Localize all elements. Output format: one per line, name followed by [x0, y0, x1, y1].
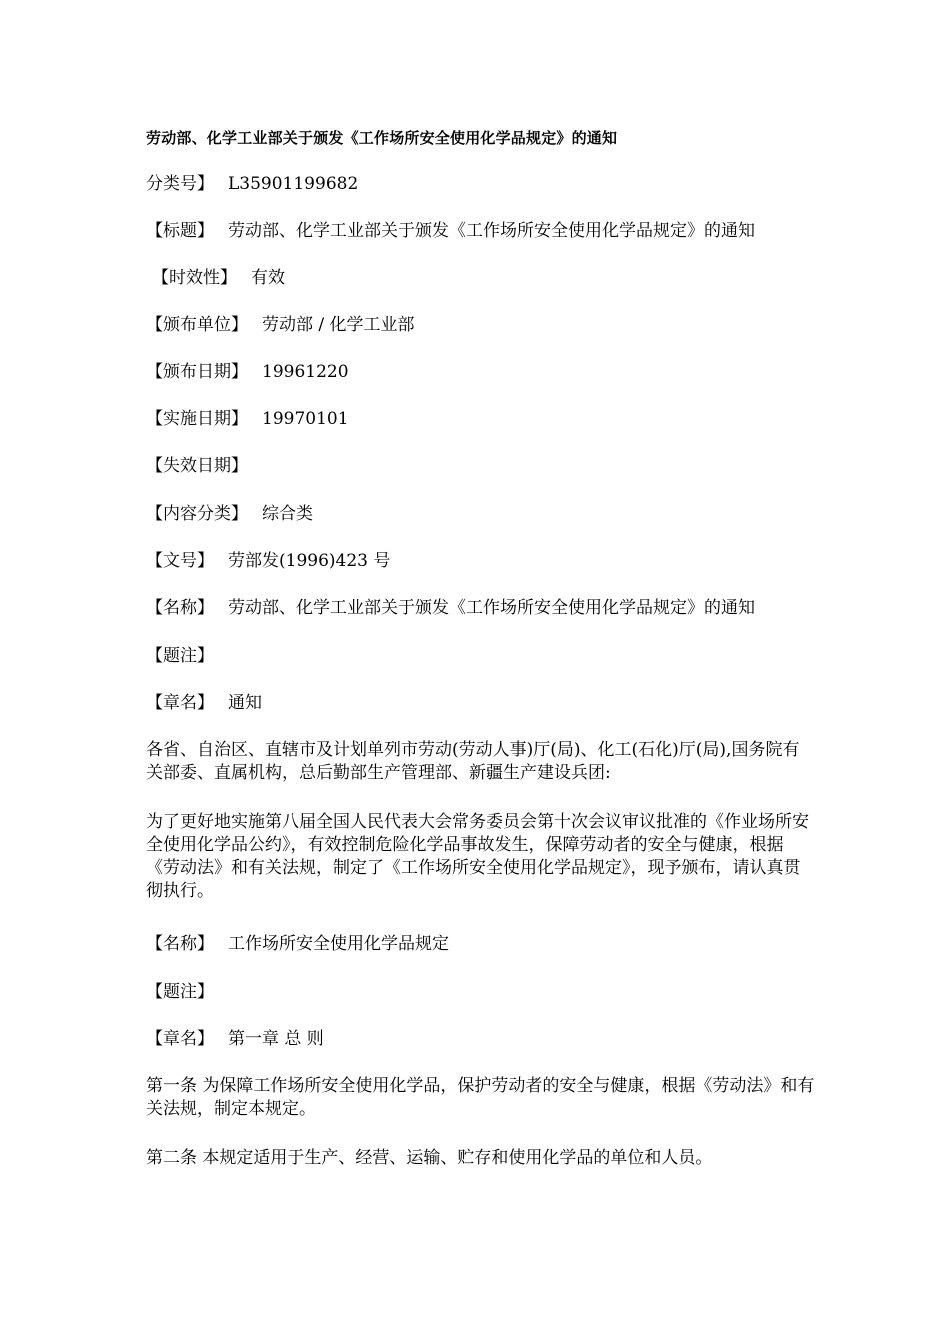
document-title: 劳动部、化学工业部关于颁发《工作场所安全使用化学品规定》的通知 — [146, 129, 618, 147]
field-classification-number — [146, 173, 358, 195]
field-label: 【名称】 — [146, 934, 214, 954]
addressee-paragraph: 各省、自治区、直辖市及计划单列市劳动(劳动人事)厅(局)、化工(石化)厅(局),国务院有关部委、直属机构，总后勤部生产管理部、新疆生产建设兵团: — [146, 740, 800, 783]
field-name — [146, 933, 449, 955]
field-value: L35901199682 — [228, 174, 359, 194]
field-value: 劳动部、化学工业部关于颁发《工作场所安全使用化学品规定》的通知 — [228, 598, 755, 618]
field-value: 通知 — [228, 693, 262, 713]
field-issue-date — [146, 361, 349, 383]
field-caption — [146, 645, 228, 667]
field-label: 【失效日期】 — [146, 456, 248, 476]
field-label: 【时效性】 — [152, 268, 237, 288]
field-expiry-date — [146, 455, 262, 477]
field-label: 【章名】 — [146, 1029, 214, 1049]
field-label: 【颁布单位】 — [146, 315, 248, 335]
field-chapter-name — [146, 692, 262, 714]
field-validity — [152, 267, 285, 289]
field-document-number — [146, 550, 390, 572]
field-caption — [146, 981, 228, 1003]
field-heading — [146, 220, 755, 242]
field-value: 有效 — [251, 268, 285, 288]
body-paragraph: 为了更好地实施第八届全国人民代表大会常务委员会第十次会议审议批准的《作业场所安全使用化学品公约》，有效控制危险化学品事故发生，保障劳动者的安全与健康，根据《劳动法》和有关法规，制定了《工作场所安全使用化学品规定》，现予颁布，请认真贯彻执行。 — [146, 812, 809, 901]
field-label: 分类号】 — [146, 174, 214, 194]
field-chapter-name — [146, 1028, 324, 1050]
field-label: 【题注】 — [146, 646, 214, 666]
field-value: 工作场所安全使用化学品规定 — [228, 934, 449, 954]
field-value: 综合类 — [262, 504, 313, 524]
article-1: 第一条 为保障工作场所安全使用化学品，保护劳动者的安全与健康，根据《劳动法》和有关法规，制定本规定。 — [146, 1076, 815, 1119]
field-value: 劳部发(1996)423 号 — [228, 551, 391, 571]
field-value: 劳动部、化学工业部关于颁发《工作场所安全使用化学品规定》的通知 — [228, 221, 755, 241]
field-value: 劳动部 / 化学工业部 — [262, 315, 415, 335]
field-label: 【题注】 — [146, 982, 214, 1002]
field-label: 【颁布日期】 — [146, 362, 248, 382]
field-value: 19961220 — [262, 362, 349, 382]
article-2: 第二条 本规定适用于生产、经营、运输、贮存和使用化学品的单位和人员。 — [146, 1148, 713, 1168]
field-value: 19970101 — [262, 409, 349, 429]
field-label: 【章名】 — [146, 693, 214, 713]
field-name — [146, 597, 755, 619]
field-value: 第一章 总 则 — [228, 1029, 324, 1049]
field-label: 【文号】 — [146, 551, 214, 571]
field-label: 【实施日期】 — [146, 409, 248, 429]
field-label: 【标题】 — [146, 221, 214, 241]
field-content-category — [146, 503, 313, 525]
field-effective-date — [146, 408, 349, 430]
field-issuing-unit — [146, 314, 415, 336]
field-label: 【名称】 — [146, 598, 214, 618]
field-label: 【内容分类】 — [146, 504, 248, 524]
